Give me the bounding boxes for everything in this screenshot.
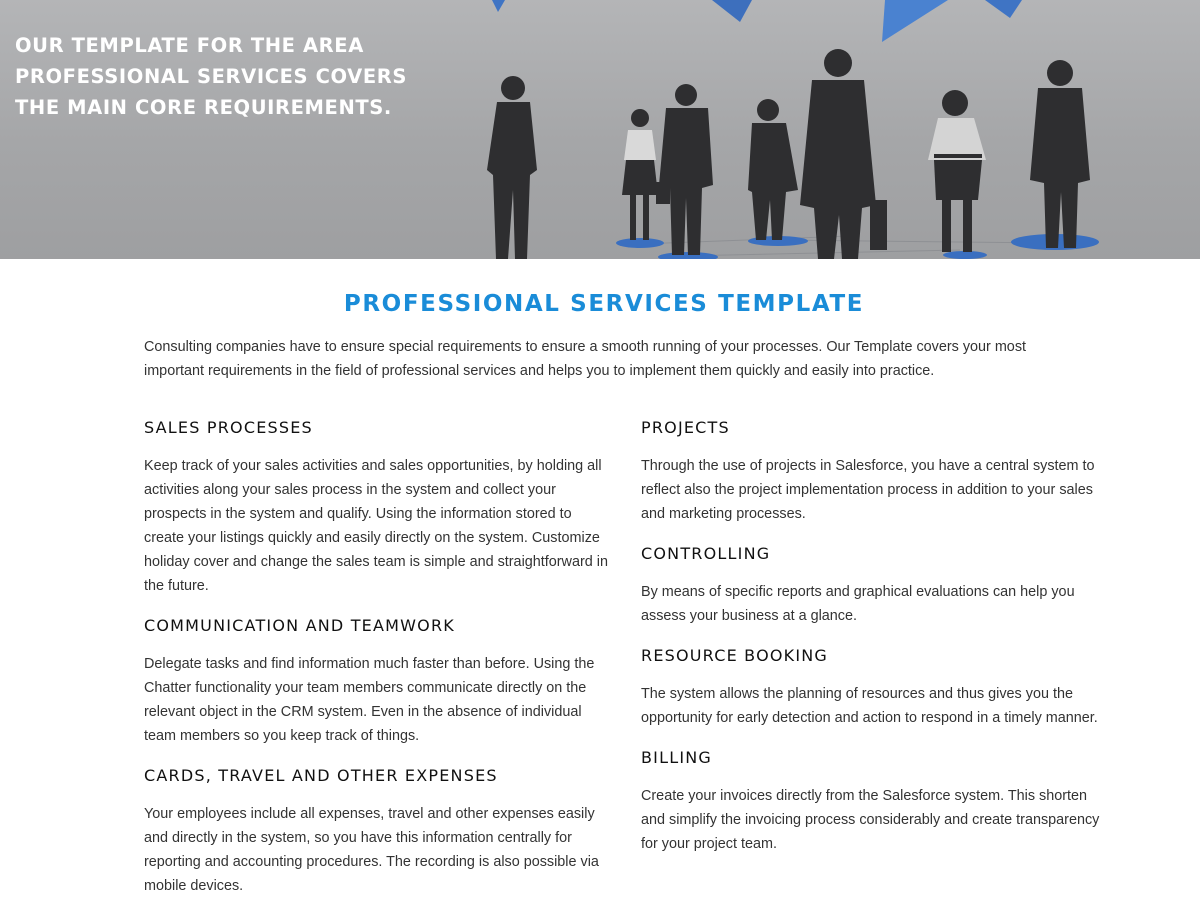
hero-banner <box>0 0 1200 259</box>
section-communication-teamwork <box>144 614 609 748</box>
section-heading: SALES PROCESSES <box>144 418 313 437</box>
section-body: Create your invoices directly from the Salesforce system. This shorten and simplify the invoicing process considerably and create transparency for your project team. <box>641 788 1100 852</box>
right-column <box>641 416 1101 856</box>
section-heading: BILLING <box>641 748 713 767</box>
section-resource-booking <box>641 644 1101 730</box>
section-heading: PROJECTS <box>641 418 730 437</box>
section-heading: CONTROLLING <box>641 544 771 563</box>
section-body: Your employees include all expenses, travel and other expenses easily and directly in the system, so you have this information centrally for reporting and accounting procedures. The recording is also possible via mobile devices. <box>144 806 599 894</box>
section-body: Delegate tasks and find information much faster than before. Using the Chatter functionality your team members communicate directly on the relevant object in the CRM system. Even in the absence of individual team members so you keep track of things. <box>144 656 595 744</box>
section-body: The system allows the planning of resources and thus gives you the opportunity for early detection and action to respond in a timely manner. <box>641 686 1098 726</box>
hero-tagline: OUR TEMPLATE FOR THE AREA PROFESSIONAL SERVICES COVERS THE MAIN CORE REQUIREMENTS. <box>15 34 408 119</box>
section-billing <box>641 746 1101 856</box>
section-body: Through the use of projects in Salesforce, you have a central system to reflect also the project implementation process in addition to your sales and marketing processes. <box>641 458 1095 522</box>
main-content <box>144 259 1100 894</box>
page-title: PROFESSIONAL SERVICES TEMPLATE <box>343 291 865 317</box>
section-expenses <box>144 764 609 898</box>
left-column <box>144 416 609 898</box>
section-controlling <box>641 542 1101 628</box>
section-heading: CARDS, TRAVEL AND OTHER EXPENSES <box>144 766 498 785</box>
section-sales-processes <box>144 416 609 598</box>
section-body: Keep track of your sales activities and sales opportunities, by holding all activities along your sales process in the system and collect your prospects in the system and qualify. Using the information stored to create your listings quickly and easily directly on the system. Customize holiday cover and change the sales team is simple and straightforward in the future. <box>144 458 608 594</box>
section-heading: RESOURCE BOOKING <box>641 646 829 665</box>
section-heading: COMMUNICATION AND TEAMWORK <box>144 616 455 635</box>
section-body: By means of specific reports and graphical evaluations can help you assess your business at a glance. <box>641 584 1075 624</box>
section-projects <box>641 416 1101 526</box>
intro-paragraph: Consulting companies have to ensure special requirements to ensure a smooth running of your processes. Our Template covers your most important requirements in the field of professional services and helps you to implement them quickly and easily into practice. <box>144 339 1027 379</box>
